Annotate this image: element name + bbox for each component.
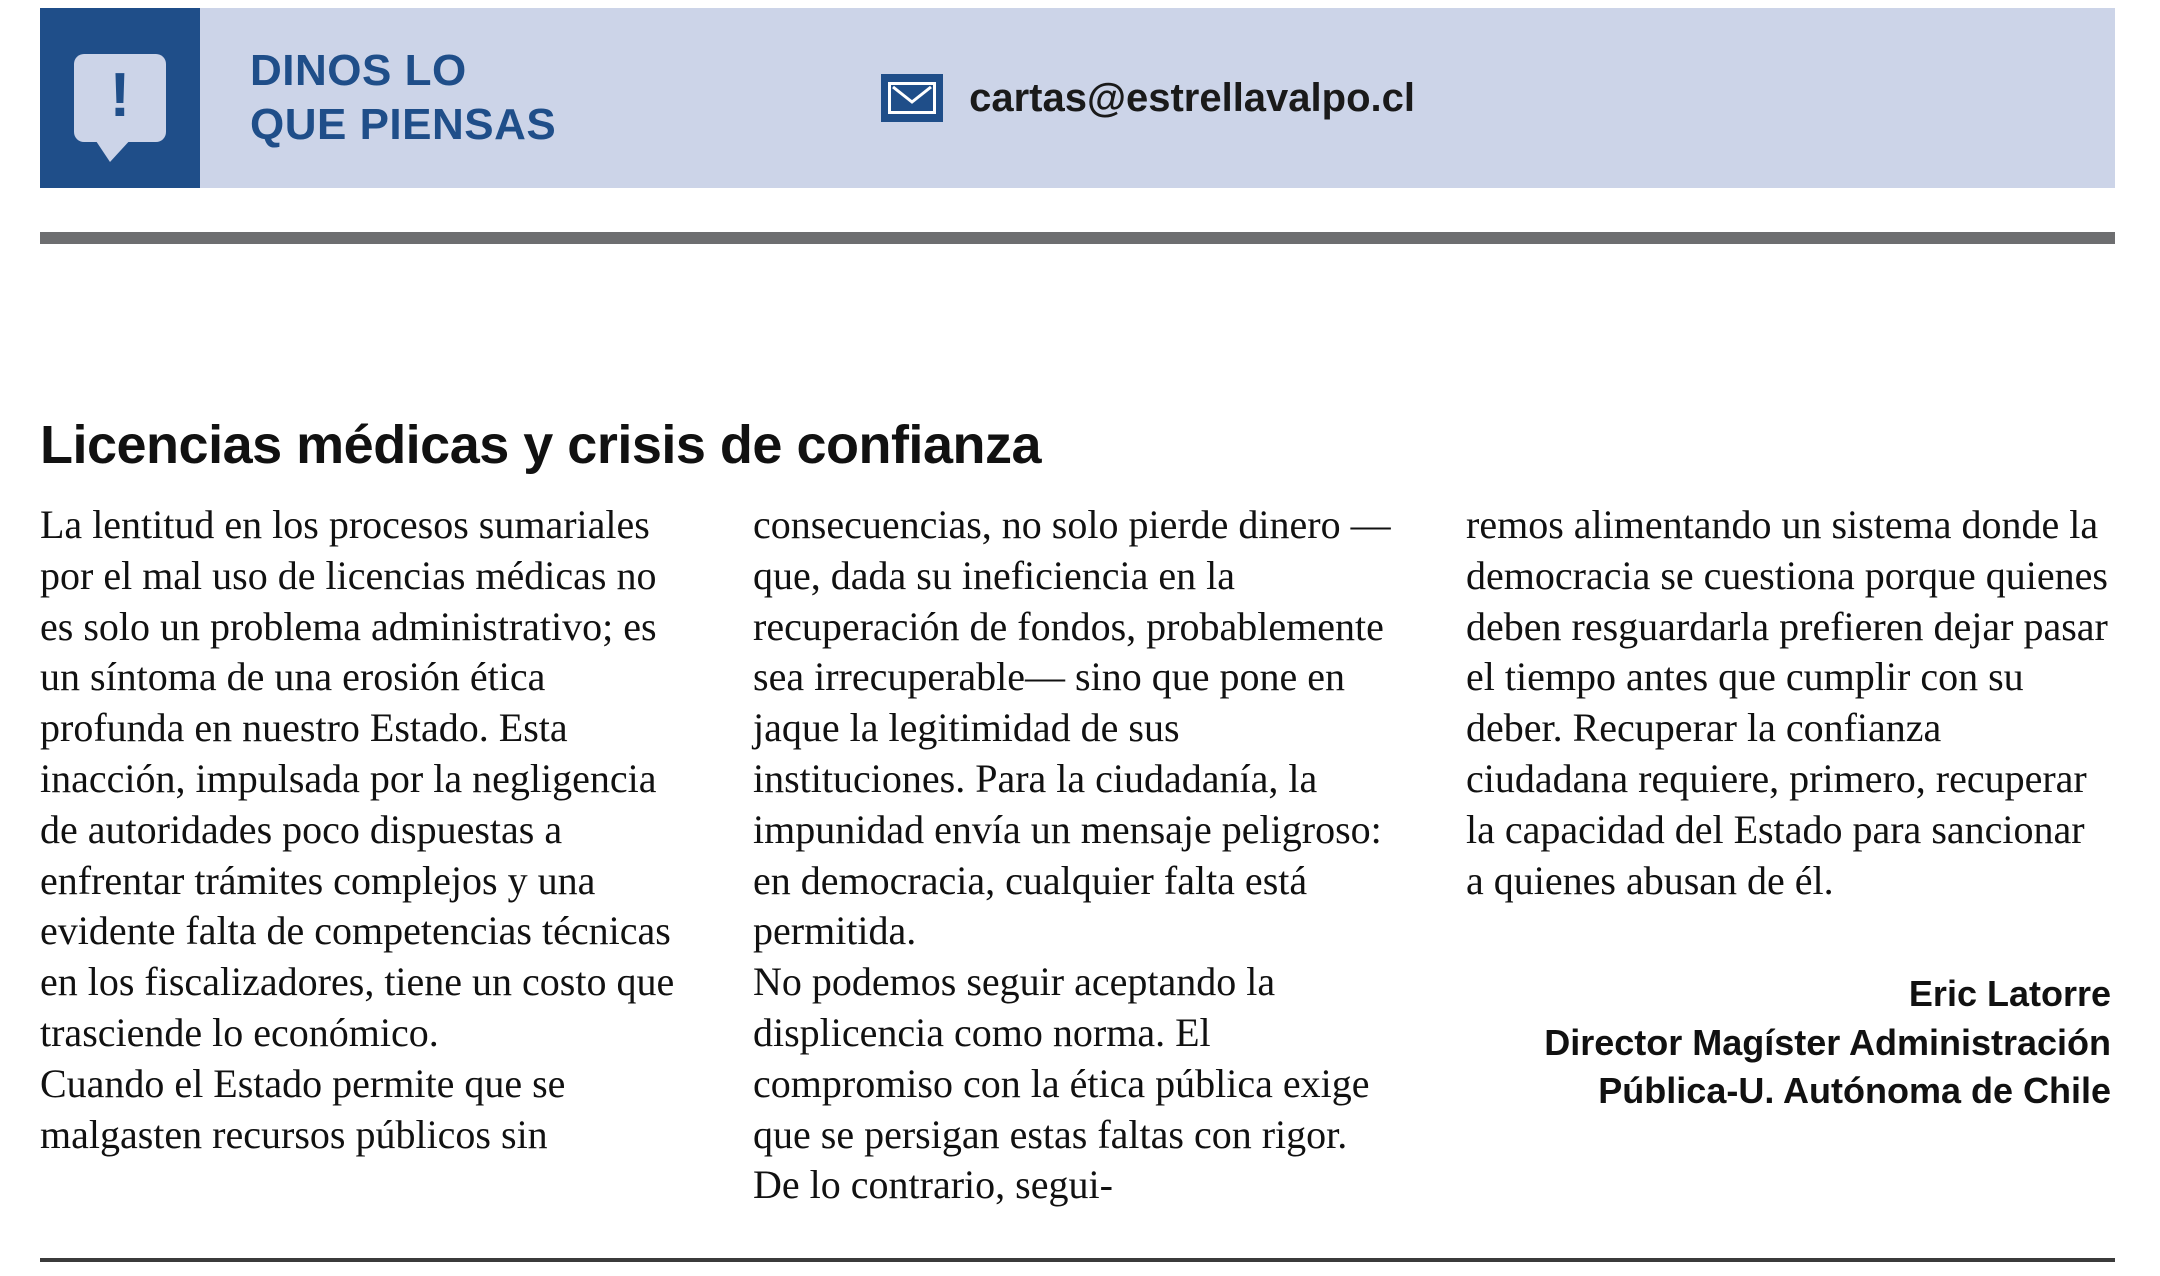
- exclamation-speech-bubble-icon: [74, 54, 166, 142]
- paragraph: La lentitud en los procesos sumariales por el mal uso de licencias médicas no es solo un problema administrativo; es un síntoma de una erosión ética profunda en nuestro Estado. Esta inacción, impulsada por la negligencia de autoridades poco dispuestas a enfrentar trámites complejos y una evidente falta de competencias técnicas en los fiscalizadores, tiene un costo que trasciende lo económico.: [40, 502, 675, 1055]
- masthead-banner: [40, 8, 2115, 188]
- header-divider-rule: [40, 232, 2115, 244]
- author-name: Eric Latorre: [1908, 973, 2111, 1015]
- masthead-badge: [40, 8, 200, 188]
- masthead-title-line2: QUE PIENSAS: [250, 100, 557, 149]
- article-column-3: [1466, 500, 2111, 1211]
- paragraph: remos alimentando un sistema donde la democracia se cuestiona porque quienes deben resguardarla prefieren dejar pasar el tiempo antes que cumplir con su deber. Recuperar la confianza ciudadana requiere, primero, recuperar la capacidad del Estado para sancionar a quienes abusan de él.: [1466, 502, 2108, 903]
- paragraph: Cuando el Estado permite que se malgasten recursos públicos sin: [40, 1060, 566, 1157]
- masthead-title: [200, 8, 556, 188]
- paragraph: No podemos seguir aceptando la displicencia como norma. El compromiso con la ética pública exige que se persigan estas faltas con rigor. De lo contrario, segui-: [753, 959, 1370, 1208]
- article-column-2: [753, 500, 1398, 1211]
- footer-divider-rule: [40, 1258, 2115, 1262]
- contact-email-address[interactable]: cartas@estrellavalpo.cl: [969, 75, 1415, 120]
- exclamation-mark: !: [109, 61, 131, 130]
- author-role-line2: Pública-U. Autónoma de Chile: [1598, 1069, 2111, 1111]
- author-signature: [1466, 970, 2111, 1115]
- page-title: Licencias médicas y crisis de confianza: [40, 415, 1041, 476]
- masthead-spacer: [556, 8, 881, 188]
- envelope-icon: [881, 74, 943, 122]
- article-column-1: [40, 500, 685, 1211]
- masthead-title-line1: DINOS LO: [250, 46, 467, 96]
- paragraph: consecuencias, no solo pierde dinero —que, dada su ineficiencia en la recuperación de fondos, probablemente sea irrecuperable— sino que pone en jaque la legitimidad de sus instituciones. Para la ciudadanía, la impunidad envía un mensaje peligroso: en democracia, cualquier falta está permitida.: [753, 502, 1391, 954]
- contact-email-block: [881, 8, 2115, 188]
- author-role-line1: Director Magíster Administración: [1544, 1021, 2111, 1063]
- envelope-flap: [892, 86, 932, 106]
- article-body: [40, 500, 2115, 1211]
